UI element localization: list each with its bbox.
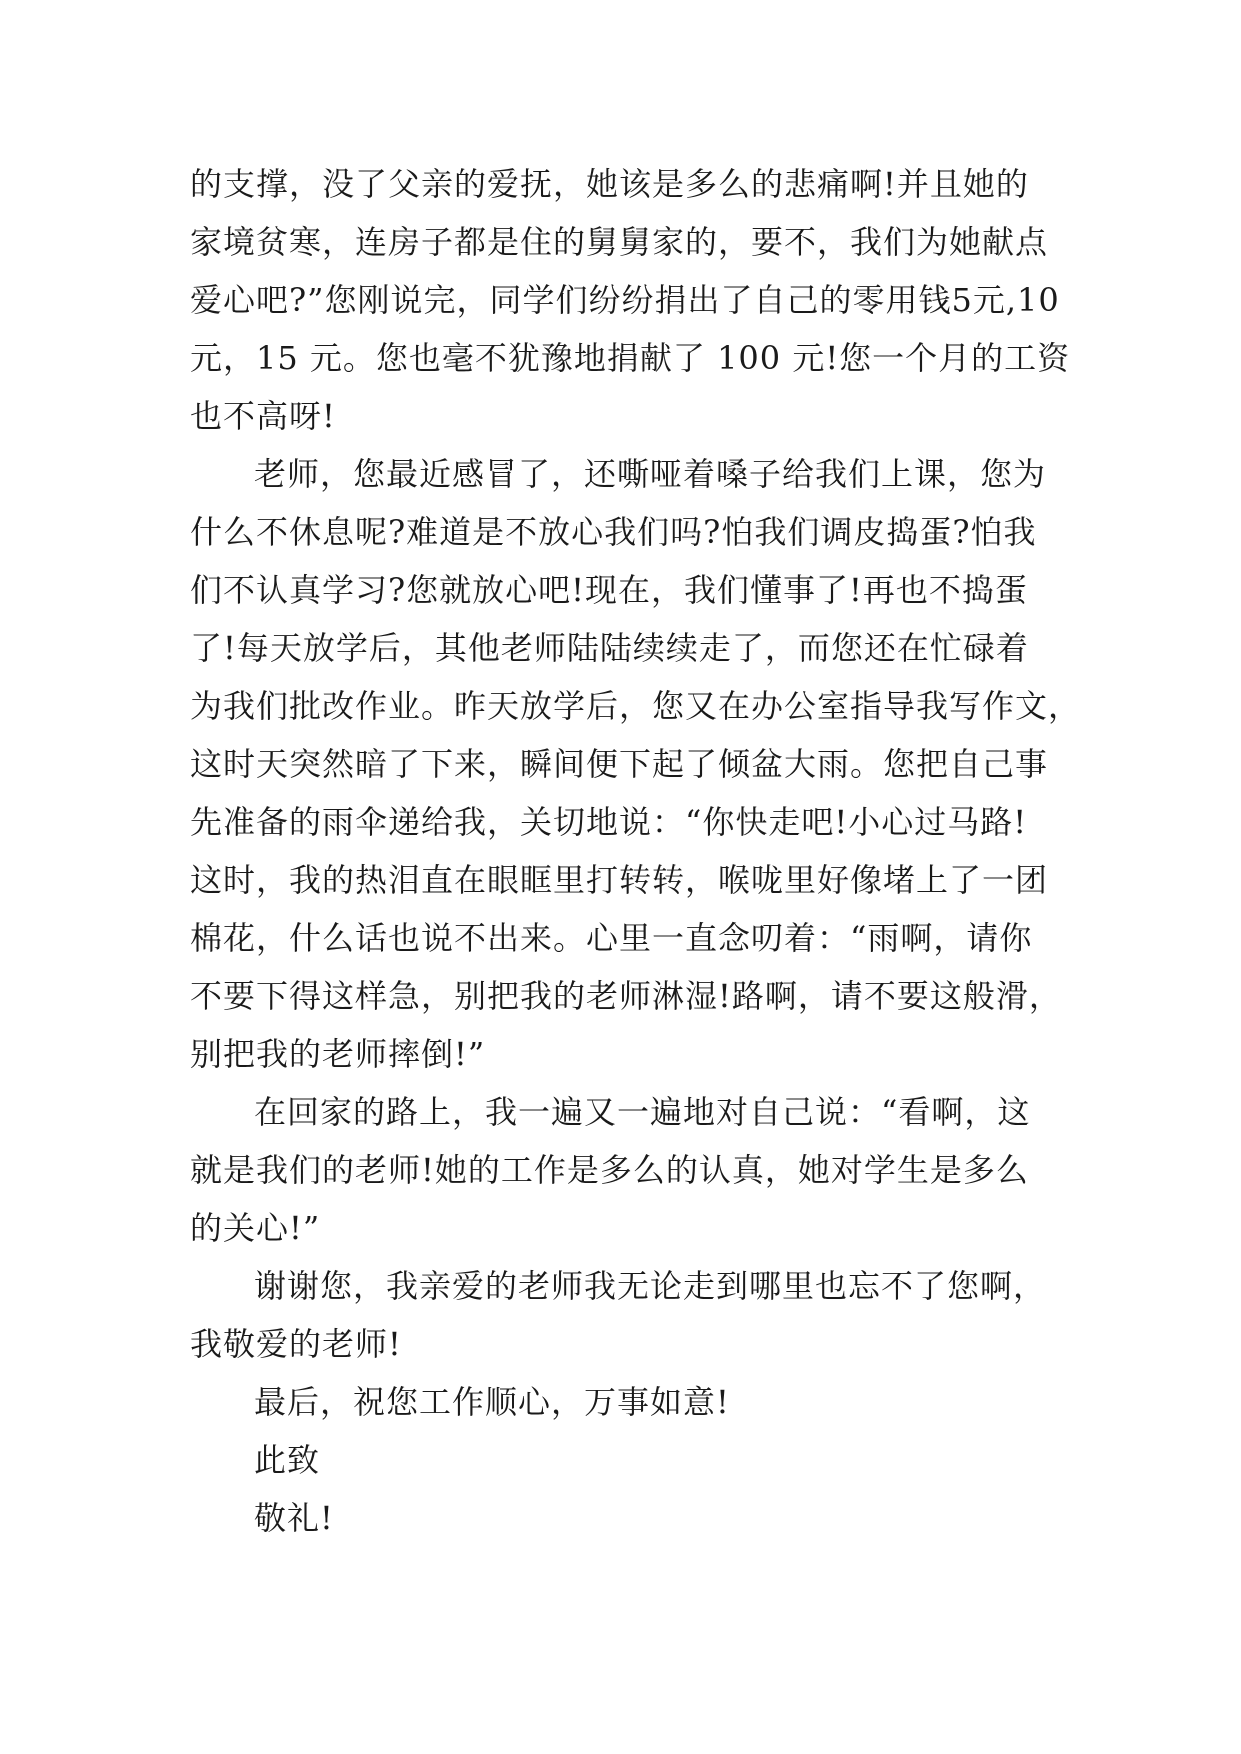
text-line: 不要下得这样急，别把我的老师淋湿!路啊，请不要这般滑， [190,977,1062,1015]
text-line: 这时天突然暗了下来，瞬间便下起了倾盆大雨。您把自己事 [190,745,1049,783]
text-line: 家境贫寒，连房子都是住的舅舅家的，要不，我们为她献点 [190,223,1049,261]
text-line: 元，15 元。您也毫不犹豫地捐献了 100 元!您一个月的工资 [190,339,1071,377]
closing-wish-line: 最后，祝您工作顺心，万事如意! [254,1383,730,1421]
text-line: 别把我的老师摔倒!” [190,1035,486,1073]
text-line: 棉花，什么话也说不出来。心里一直念叨着：“雨啊，请你 [190,919,1033,957]
closing-respect-line: 敬礼! [254,1499,334,1537]
text-line: 为我们批改作业。昨天放学后，您又在办公室指导我写作文， [190,687,1082,725]
text-line: 们不认真学习?您就放心吧!现在，我们懂事了!再也不捣蛋 [190,571,1028,609]
text-line: 先准备的雨伞递给我，关切地说：“你快走吧!小心过马路! [190,803,1028,841]
text-line: 的关心!” [190,1209,321,1247]
text-line: 了!每天放学后，其他老师陆陆续续走了，而您还在忙碌着 [190,629,1029,667]
paragraph-start-line: 老师，您最近感冒了，还嘶哑着嗓子给我们上课，您为 [254,455,1047,493]
text-line: 也不高呀! [190,397,336,435]
text-line: 什么不休息呢?难道是不放心我们吗?怕我们调皮捣蛋?怕我 [190,513,1037,551]
text-line: 这时，我的热泪直在眼眶里打转转，喉咙里好像堵上了一团 [190,861,1049,899]
text-line: 就是我们的老师!她的工作是多么的认真，她对学生是多么 [190,1151,1029,1189]
text-line: 爱心吧?”您刚说完，同学们纷纷捐出了自己的零用钱5元,10 [190,281,1060,319]
closing-salutation-line: 此致 [254,1441,321,1479]
paragraph-start-line: 在回家的路上，我一遍又一遍地对自己说：“看啊，这 [254,1093,1031,1131]
letter-body [190,155,1082,1547]
text-line: 的支撑，没了父亲的爱抚，她该是多么的悲痛啊!并且她的 [190,165,1029,203]
text-line: 我敬爱的老师! [190,1325,402,1363]
paragraph-start-line: 谢谢您，我亲爱的老师我无论走到哪里也忘不了您啊， [254,1267,1047,1305]
